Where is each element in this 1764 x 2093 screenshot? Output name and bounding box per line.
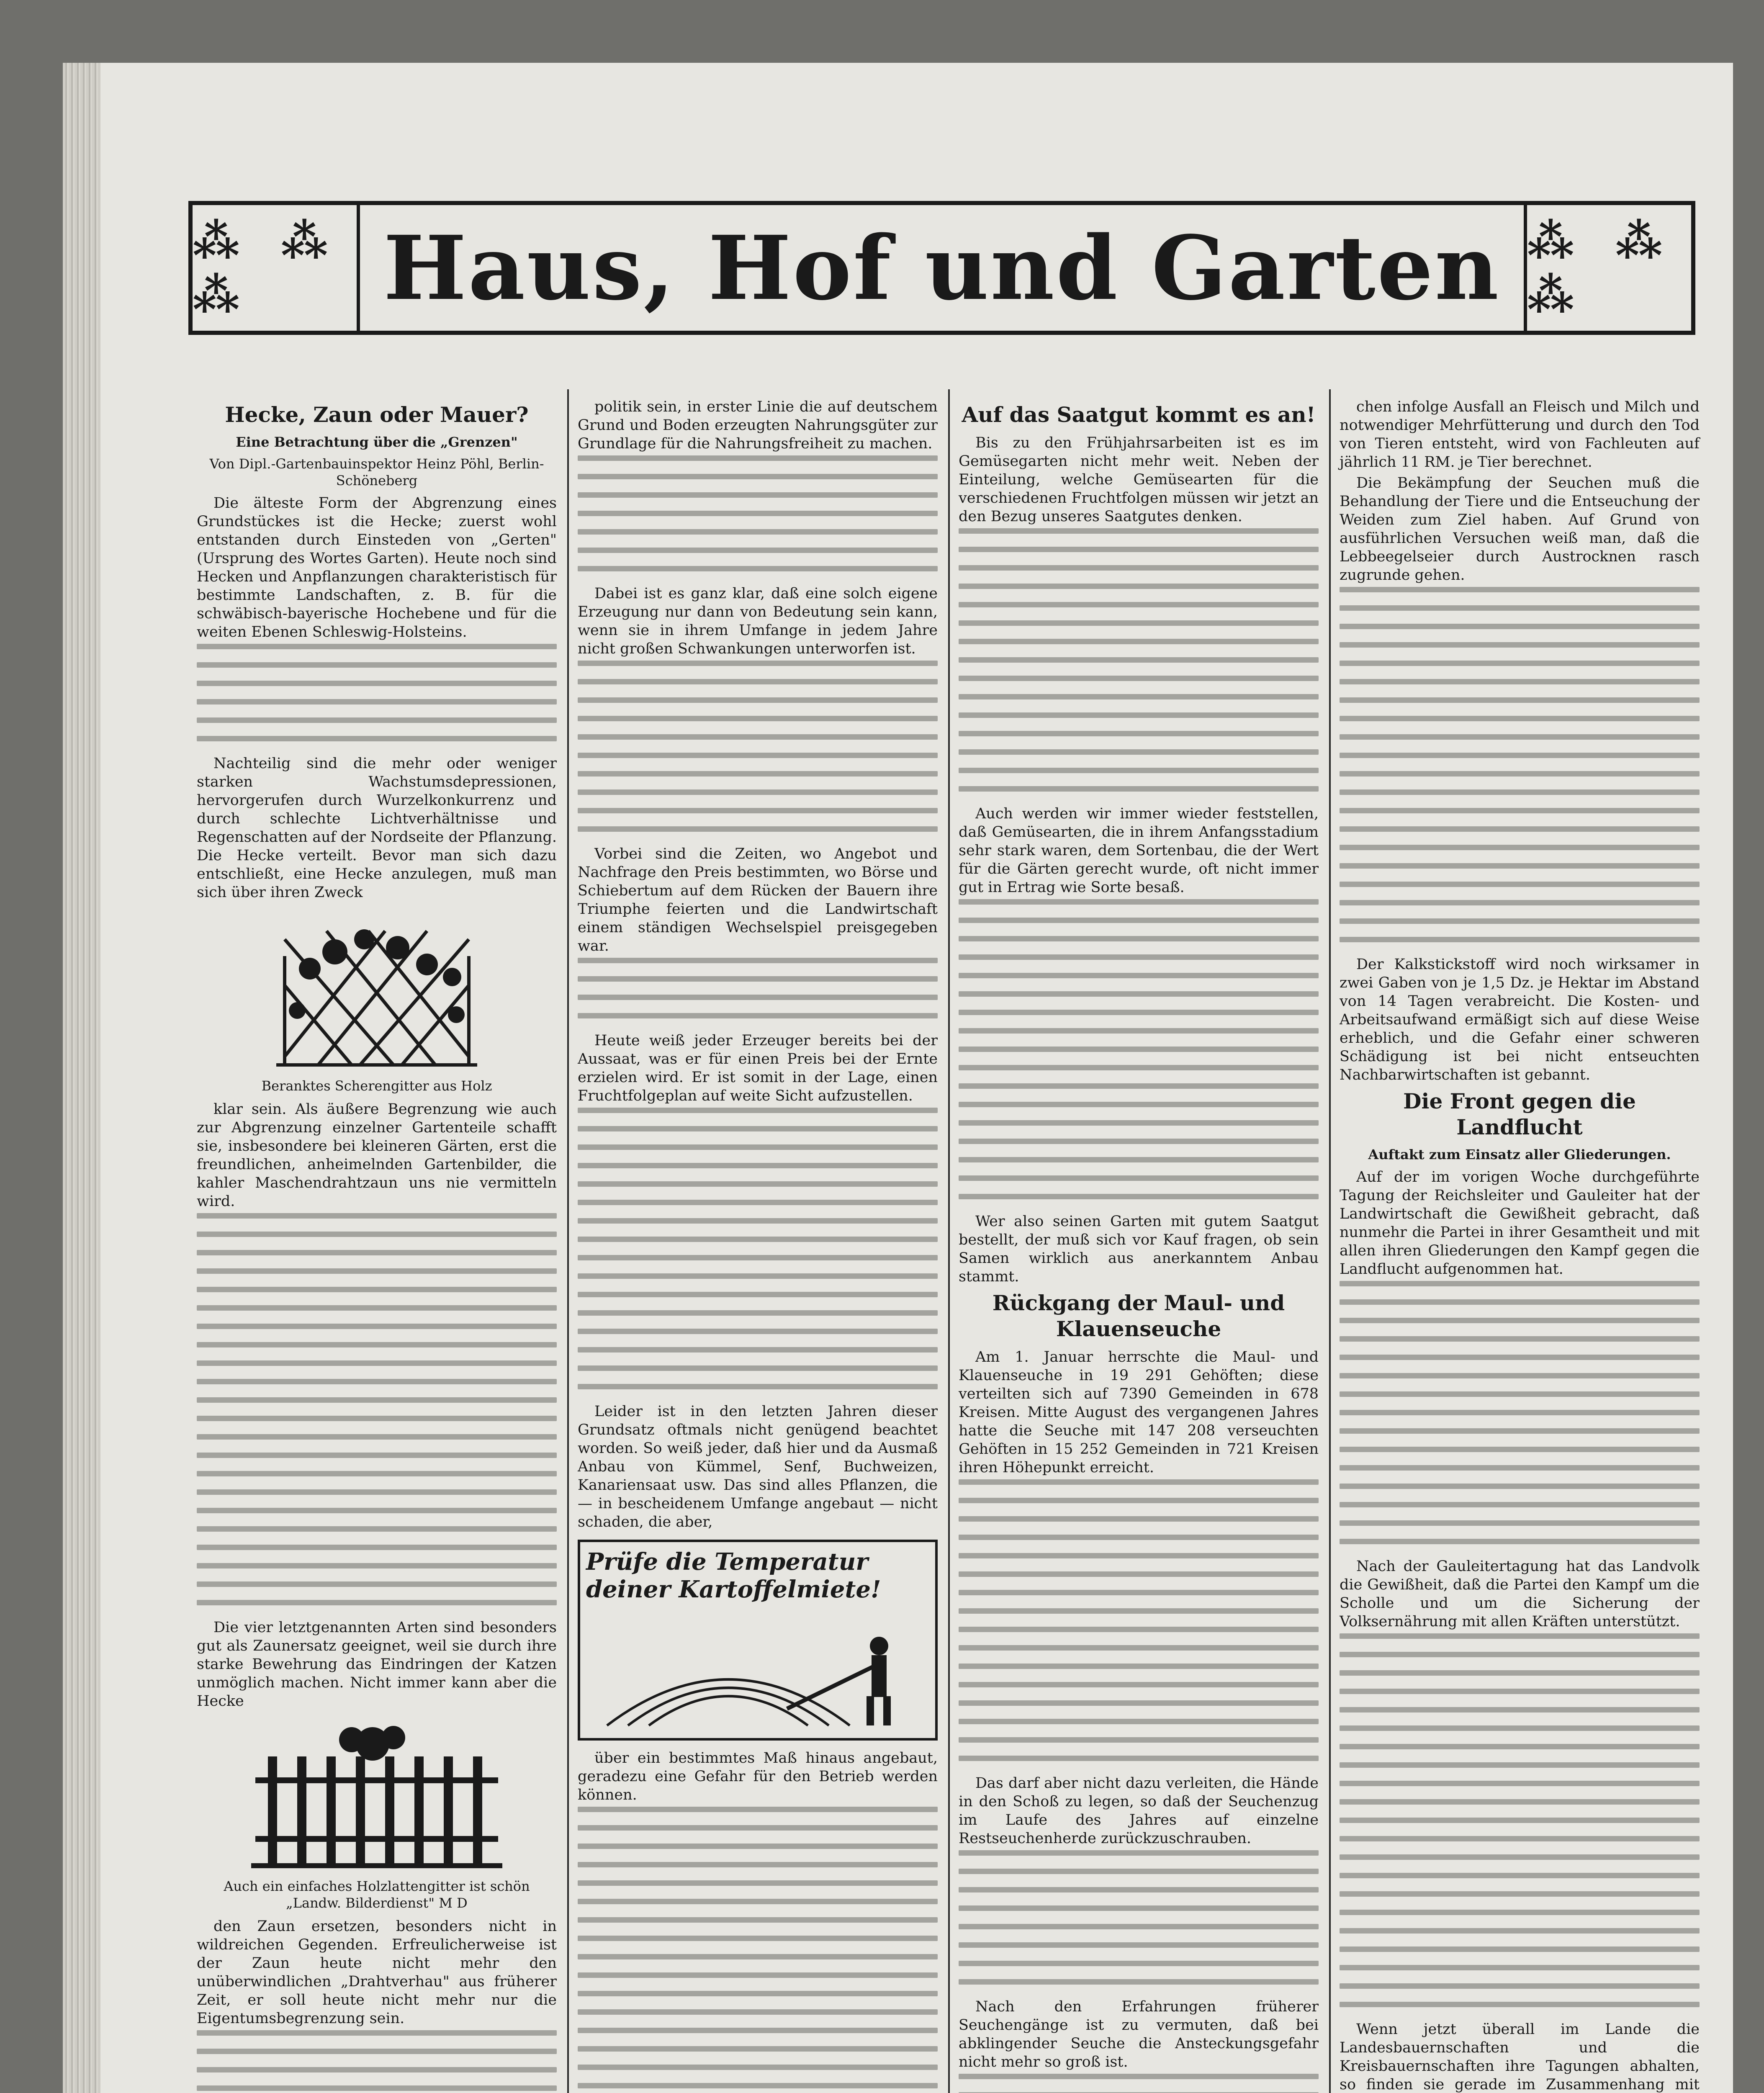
article-paragraph: Nachteilig sind die mehr oder weniger starken Wachstumsdepressionen, hervorgerufen durch Wurzelkonkurrenz und durch schlechte Lichtverhältnisse und Regenschatten auf der Nordseite der Pflanzung. Die Hecke verteilt. Bevor man sich dazu entschließt, eine Hecke anzulegen, muß man sich über ihren Zweck: [197, 755, 557, 901]
advertisement-box: [578, 1540, 938, 1741]
article-paragraph: Die älteste Form der Abgrenzung eines Grundstückes ist die Hecke; zuerst wohl entstanden durch Einsteden von „Gerten" (Ursprung des Wortes Garten). Heute noch sind Hecken und Anpflanzungen charakteristisch für bestimmte Landschaften, z. B. für die schwäbisch-bayerische Hochebene und für die weiten Ebenen Schleswig-Holsteins.: [197, 495, 557, 640]
article-paragraph: Am 1. Januar herrschte die Maul- und Klauenseuche in 19 291 Gehöften; diese verteilten sich auf 7390 Gemeinden in 678 Kreisen. Mitte August des vergangenen Jahres hatte die Seuche mit 147 208 verseuchten Gehöften in 15 252 Gemeinden in 721 Kreisen ihren Höhepunkt erreicht.: [959, 1349, 1319, 1476]
book-spine-edge: [63, 63, 100, 2093]
newspaper-page: [63, 63, 1733, 2093]
text-lines: [959, 1479, 1319, 1761]
article-headline: Hecke, Zaun oder Mauer?: [225, 402, 529, 427]
article-paragraph: Das darf aber nicht dazu verleiten, die Hände in den Schoß zu legen, so daß der Seuchenzug im Laufe des Jahres auf einzelne Restseuchenherde zurückzuschrauben.: [959, 1775, 1319, 1847]
column-rule: [948, 389, 950, 2093]
illustration-caption: Auch ein einfaches Holzlattengitter ist schön „Landw. Bilderdienst" M D: [224, 1878, 530, 1911]
masthead-ornament-right: ⁂ ⁂ ⁂: [1524, 205, 1691, 331]
text-lines: [197, 644, 557, 741]
article-paragraph: klar sein. Als äußere Begrenzung wie auch zur Abgrenzung einzelner Gartenteile schafft sie, insbesondere bei kleineren Gärten, erst die freundlichen, anheimelnden Gartenbilder, die kahler Maschendrahtzaun uns nie vermitteln wird.: [197, 1101, 557, 1210]
article-headline: Auf das Saatgut kommt es an!: [962, 402, 1316, 427]
page-title: Haus, Hof und Garten: [383, 216, 1501, 320]
text-lines: [578, 661, 938, 832]
text-lines: [959, 1850, 1319, 1985]
wooden-fence-illustration: [247, 1715, 507, 1874]
column-2: [569, 398, 946, 2093]
article-paragraph: Auf der im vorigen Woche durchgeführte Tagung der Reichsleiter und Gauleiter hat der Landwirtschaft die Gewißheit gebracht, daß nunmehr die Partei in ihrer Gesamtheit und mit allen ihren Gliederungen den Kampf gegen die Landflucht aufgenommen hat.: [1340, 1169, 1700, 1278]
article-paragraph: Dabei ist es ganz klar, daß eine solch eigene Erzeugung nur dann von Bedeutung sein kann, wenn sie in ihrem Umfange in jedem Jahre nicht großen Schwankungen unterworfen ist.: [578, 585, 938, 657]
advertisement-text: Prüfe die Temperatur deiner Kartoffelmiete!: [586, 1548, 881, 1603]
text-lines: [959, 899, 1319, 1199]
article-paragraph: chen infolge Ausfall an Fleisch und Milch und notwendiger Mehrfütterung und durch den Tod von Tieren entsteht, wird von Fachleuten auf jährlich 11 RM. je Tier berechnet.: [1340, 399, 1700, 471]
article-headline: Rückgang der Maul- und Klauenseuche: [992, 1291, 1285, 1341]
trellis-fence-illustration: [260, 906, 494, 1073]
potato-clamp-illustration: [590, 1629, 933, 1730]
article-paragraph: den Zaun ersetzen, besonders nicht in wildreichen Gegenden. Erfreulicherweise ist der Zaun heute nicht mehr den unüberwindlichen „Drahtverhau" aus früherer Zeit, er soll heute nicht mehr nur die Eigentumsbegrenzung sein.: [197, 1918, 557, 2027]
text-lines: [959, 2074, 1319, 2093]
article-paragraph: Wer also seinen Garten mit gutem Saatgut bestellt, der muß sich vor Kauf fragen, ob sein Samen wirklich aus anerkanntem Anbau stammt.: [959, 1213, 1319, 1285]
masthead: [188, 201, 1695, 335]
text-lines: [578, 1807, 938, 2093]
article-subheadline: Eine Betrachtung über die „Grenzen": [236, 434, 518, 450]
text-lines: [197, 2030, 557, 2093]
article-paragraph: Bis zu den Frühjahrsarbeiten ist es im Gemüsegarten nicht mehr weit. Neben der Einteilung, welche Gemüsearten für die verschiedenen Fruchtfolgen müssen wir jetzt an den Bezug unseres Saatgutes denken.: [959, 435, 1319, 525]
column-1: [188, 398, 565, 2093]
text-lines: [1340, 1633, 1700, 2007]
article-paragraph: Wenn jetzt überall im Lande die Landesbauernschaften und die Kreisbauernschaften ihre Tagungen abhalten, so finden sie gerade im Zusammenhang mit: [1340, 2021, 1700, 2093]
article-subheadline: Auftakt zum Einsatz aller Gliederungen.: [1368, 1147, 1671, 1162]
text-lines: [578, 1108, 938, 1389]
article-paragraph: Die Bekämpfung der Seuchen muß die Behandlung der Tiere und die Entseuchung der Weiden zum Ziel haben. Auf Grund von ausführlichen Versuchen weiß man, daß die Lebbeegelseier durch Austrocknen rasch zugrunde gehen.: [1340, 475, 1700, 584]
text-lines: [959, 528, 1319, 792]
article-paragraph: Nach den Erfahrungen früherer Seuchengänge ist zu vermuten, daß bei abklingender Seuche die Ansteckungsgefahr nicht mehr so groß ist.: [959, 1998, 1319, 2070]
masthead-ornament-left: ⁂ ⁂ ⁂: [193, 205, 360, 331]
text-lines: [578, 455, 938, 571]
article-headline: Die Front gegen die Landflucht: [1403, 1089, 1636, 1139]
column-rule: [567, 389, 569, 2093]
text-lines: [578, 958, 938, 1018]
illustration-caption: Beranktes Scherengitter aus Holz: [261, 1078, 492, 1094]
text-lines: [1340, 1281, 1700, 1544]
column-4: [1331, 398, 1708, 2093]
article-paragraph: Leider ist in den letzten Jahren dieser Grundsatz oftmals nicht genügend beachtet worden. So weiß jeder, daß hier und da Ausmaß Anbau von Kümmel, Senf, Buchweizen, Kanariensaat usw. Das sind alles Pflanzen, die — in bescheidenem Umfange angebaut — nicht schaden, die aber,: [578, 1403, 938, 1530]
article-paragraph: über ein bestimmtes Maß hinaus angebaut, geradezu eine Gefahr für den Betrieb werden können.: [578, 1750, 938, 1803]
article-paragraph: Die vier letztgenannten Arten sind besonders gut als Zaunersatz geeignet, weil sie durch ihre starke Bewehrung das Eindringen der Katzen unmöglich machen. Nicht immer kann aber die Hecke: [197, 1619, 557, 1710]
text-lines: [1340, 587, 1700, 942]
column-3: [950, 398, 1327, 2093]
column-rule: [1329, 389, 1331, 2093]
article-paragraph: Auch werden wir immer wieder feststellen, daß Gemüsearten, die in ihrem Anfangsstadium sehr stark waren, dem Sortenbau, die der Wert für die Gärten gerecht wurde, oft nicht immer gut in Ertrag wie Sorte besaß.: [959, 805, 1319, 896]
article-paragraph: Vorbei sind die Zeiten, wo Angebot und Nachfrage den Preis bestimmten, wo Börse und Schiebertum auf dem Rücken der Bauern ihre Triumphe feierten und die Landwirtschaft einem ständigen Wechselspiel preisgegeben war.: [578, 846, 938, 954]
text-lines: [197, 1213, 557, 1605]
article-paragraph: Der Kalkstickstoff wird noch wirksamer in zwei Gaben von je 1,5 Dz. je Hektar im Abstand von 14 Tagen verabreicht. Die Kosten- und Arbeitsaufwand ermäßigt sich auf diese Weise erheblich, und die Gefahr einer schweren Schädigung ist bei nicht entseuchten Nachbarwirtschaften ist gebannt.: [1340, 956, 1700, 1083]
article-byline: Von Dipl.-Gartenbauinspektor Heinz Pöhl, Berlin-Schöneberg: [209, 456, 544, 489]
article-paragraph: politik sein, in erster Linie die auf deutschem Grund und Boden erzeugten Nahrungsgüter zur Grundlage für die Nahrungsfreiheit zu machen.: [578, 399, 938, 452]
article-paragraph: Heute weiß jeder Erzeuger bereits bei der Aussaat, was er für einen Preis bei der Ernte erzielen wird. Er ist somit in der Lage, einen Fruchtfolgeplan auf weite Sicht aufzustellen.: [578, 1032, 938, 1104]
article-paragraph: Nach der Gauleitertagung hat das Landvolk die Gewißheit, daß die Partei den Kampf um die Scholle und um die Sicherung der Volksernährung mit allen Kräften unterstützt.: [1340, 1558, 1700, 1630]
